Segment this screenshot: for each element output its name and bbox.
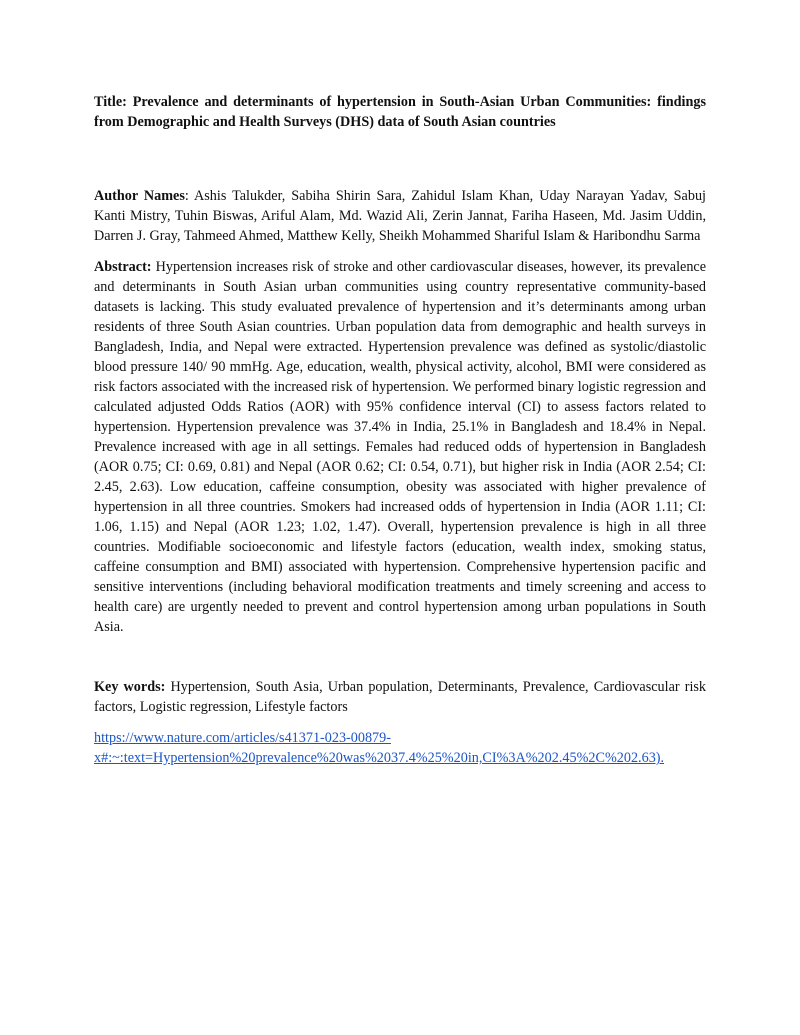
document-page [94,92,706,768]
keywords-label: Key words: [94,679,166,695]
title-paragraph [94,92,706,132]
source-link[interactable] [94,730,664,766]
abstract-text: Hypertension increases risk of stroke and other cardiovascular diseases, however, its prevalence and determinants in South Asian urban communities using country representative community-based datasets is lacking. This study evaluated prevalence of hypertension and it’s determinants among urban residents of three South Asian countries. Urban population data from demographic and health surveys in Bangladesh, India, and Nepal were extracted. Hypertension prevalence was defined as systolic/diastolic blood pressure 140/ 90 mmHg. Age, education, wealth, physical activity, alcohol, BMI were considered as risk factors associated with the increased risk of hypertension. We performed binary logistic regression and calculated adjusted Odds Ratios (AOR) with 95% confidence interval (CI) to assess factors related to hypertension. Hypertension prevalence was 37.4% in India, 25.1% in Bangladesh and 18.4% in Nepal. Prevalence increased with age in all settings. Females had reduced odds of hypertension in Bangladesh (AOR 0.75; CI: 0.69, 0.81) and Nepal (AOR 0.62; CI: 0.54, 0.71), but higher risk in India (AOR 2.54; CI: 2.45, 2.63). Low education, caffeine consumption, obesity was associated with higher prevalence of hypertension in all three countries. Smokers had increased odds of hypertension in India (AOR 1.11; CI: 1.06, 1.15) and Nepal (AOR 1.23; 1.02, 1.47). Overall, hypertension prevalence is high in all three countries. Modifiable socioeconomic and lifestyle factors (education, wealth index, smoking status, caffeine consumption and BMI) associated with hypertension. Comprehensive hypertension pacific and sensitive interventions (including behavioral modification treatments and timely screening and access to health care) are urgently needed to prevent and control hypertension among urban populations in South Asia. [94,259,707,635]
keywords-text: Hypertension, South Asia, Urban population, Determinants, Prevalence, Cardiovascular risk factors, Logistic regression, Lifestyle factors [94,679,707,715]
title-text: Prevalence and determinants of hypertension in South-Asian Urban Communities: findings from Demographic and Health Surveys (DHS) data of South Asian countries [94,94,707,130]
authors-label: Author Names [94,188,185,204]
source-link-paragraph [94,728,706,768]
abstract-paragraph [94,257,706,637]
title-label: Title: [94,94,127,110]
authors-text: : Ashis Talukder, Sabiha Shirin Sara, Zahidul Islam Khan, Uday Narayan Yadav, Sabuj Kanti Mistry, Tuhin Biswas, Ariful Alam, Md. Wazid Ali, Zerin Jannat, Fariha Haseen, Md. Jasim Uddin, Darren J. Gray, Tahmeed Ahmed, Matthew Kelly, Sheikh Mohammed Shariful Islam & Haribondhu Sarma [94,188,706,244]
source-link-line1: https://www.nature.com/articles/s41371-023-00879- [94,730,391,746]
abstract-label: Abstract: [94,259,152,275]
authors-paragraph [94,186,706,246]
source-link-line2: x#:~:text=Hypertension%20prevalence%20was%2037.4%25%20in,CI%3A%202.45%2C%202.63). [94,750,665,766]
keywords-paragraph [94,677,706,717]
